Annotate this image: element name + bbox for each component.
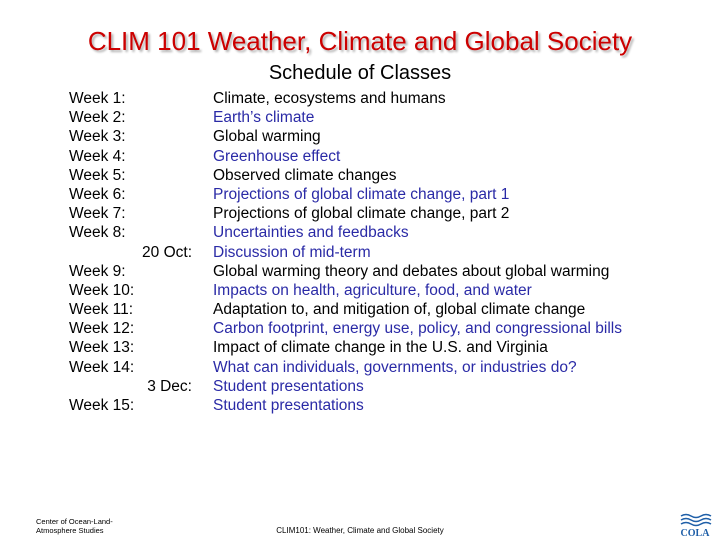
schedule-topic: Student presentations — [213, 397, 364, 414]
footer-organization-line1: Center of Ocean-Land- — [36, 517, 113, 526]
schedule-week-label: Week 9: — [69, 262, 126, 280]
schedule-topic: Impacts on health, agriculture, food, and water — [213, 281, 532, 299]
schedule-row — [69, 147, 709, 166]
slide-title: CLIM 101 Weather, Climate and Global Society — [87, 26, 633, 56]
schedule-row — [69, 204, 709, 223]
schedule-row — [69, 319, 709, 338]
schedule-row — [69, 89, 709, 108]
schedule-topic: Observed climate changes — [213, 166, 397, 184]
schedule-topic: Carbon footprint, energy use, policy, and congressional bills — [213, 320, 622, 338]
schedule-row — [69, 377, 709, 396]
schedule-topic: Projections of global climate change, part 1 — [213, 185, 510, 203]
waves-logo-icon — [678, 510, 712, 538]
schedule-topic: What can individuals, governments, or industries do? — [213, 358, 577, 376]
schedule-row — [69, 338, 709, 357]
schedule-topic: Student presentations — [213, 377, 364, 395]
schedule-row — [69, 243, 709, 262]
schedule-row — [69, 300, 709, 319]
schedule-row — [69, 108, 709, 127]
schedule-row — [69, 127, 709, 146]
schedule-row — [69, 262, 709, 281]
schedule-week-label: Week 3: — [69, 128, 126, 146]
schedule-week-label: Week 7: — [69, 205, 126, 223]
schedule-week-label: Week 1: — [69, 90, 126, 107]
schedule-week-label: Week 14: — [69, 358, 135, 376]
schedule-row — [69, 223, 709, 242]
schedule-week-label: 20 Oct: — [142, 243, 192, 261]
schedule-week-label: Week 11: — [69, 301, 134, 319]
schedule-week-label: Week 4: — [69, 147, 126, 165]
schedule-topic: Discussion of mid-term — [213, 243, 371, 261]
schedule-topic: Projections of global climate change, part 2 — [213, 205, 510, 223]
schedule-topic: Global warming — [213, 128, 321, 146]
footer-organization-line2: Atmosphere Studies — [36, 526, 104, 535]
schedule-topic: Global warming theory and debates about global warming — [213, 262, 610, 280]
schedule-topic: Climate, ecosystems and humans — [213, 90, 446, 107]
schedule-row — [69, 396, 709, 415]
schedule-row — [69, 358, 709, 377]
schedule-week-label: Week 10: — [69, 281, 135, 299]
schedule-topic: Greenhouse effect — [213, 147, 341, 165]
schedule-week-label: Week 2: — [69, 109, 126, 127]
schedule-row — [69, 166, 709, 185]
schedule-week-label: Week 8: — [69, 224, 126, 242]
schedule-week-label: Week 13: — [69, 339, 135, 357]
footer-course-name: CLIM101: Weather, Climate and Global Society — [276, 526, 444, 535]
schedule-list — [69, 89, 709, 415]
schedule-topic: Uncertainties and feedbacks — [213, 224, 409, 242]
schedule-topic: Impact of climate change in the U.S. and Virginia — [213, 339, 548, 357]
schedule-week-label: 3 Dec: — [147, 377, 192, 395]
logo-text: COLA — [680, 528, 710, 538]
schedule-week-label: Week 12: — [69, 320, 135, 338]
schedule-week-label: Week 6: — [69, 185, 126, 203]
slide-subtitle: Schedule of Classes — [268, 62, 452, 84]
schedule-row — [69, 281, 709, 300]
schedule-topic: Earth’s climate — [213, 109, 315, 127]
schedule-week-label: Week 15: — [69, 397, 135, 414]
schedule-row — [69, 185, 709, 204]
schedule-topic: Adaptation to, and mitigation of, global climate change — [213, 301, 586, 319]
schedule-week-label: Week 5: — [69, 166, 126, 184]
